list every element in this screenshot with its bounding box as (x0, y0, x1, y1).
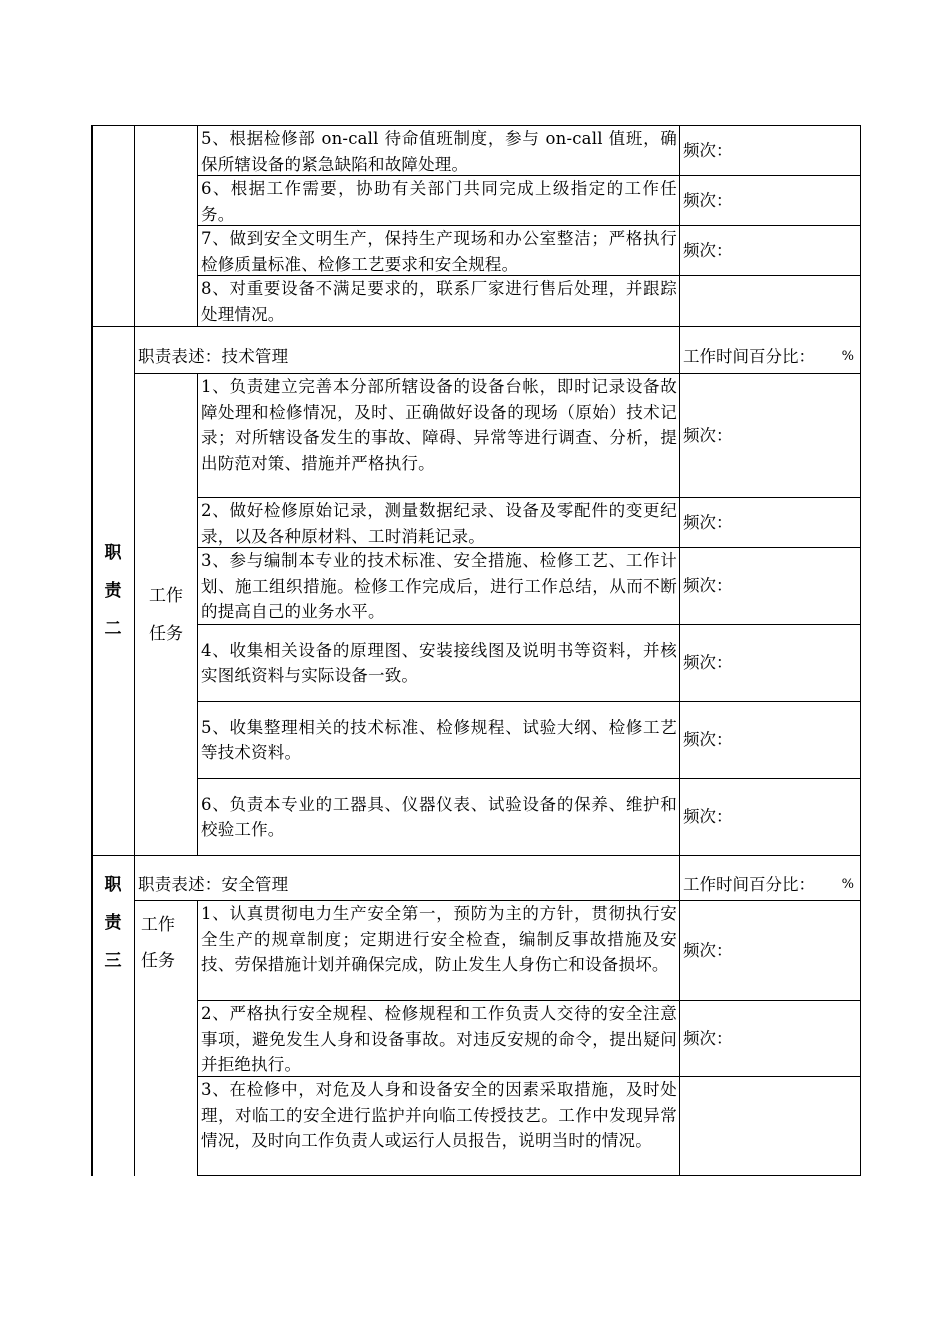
duty2-time-percent: 工作时间百分比： % (679, 326, 861, 374)
duty3-work-task-label: 工作 任务 (134, 900, 198, 1176)
duty3-label: 职 责 三 (92, 855, 135, 1176)
frequency-cell: 频次： (679, 373, 861, 498)
task-cell: 8、对重要设备不满足要求的，联系厂家进行售后处理，并跟踪处理情况。 (197, 275, 680, 327)
duty3-time-percent: 工作时间百分比： % (679, 855, 861, 901)
task-cell: 3、在检修中，对危及人身和设备安全的因素采取措施，及时处理，对临工的安全进行监护并向临工传授技艺。工作中发现异常情况，及时向工作负责人或运行人员报告，说明当时的情况。 (197, 1076, 680, 1176)
task-cell: 1、负责建立完善本分部所辖设备的设备台帐，即时记录设备故障处理和检修情况，及时、正确做好设备的现场（原始）技术记录；对所辖设备发生的事故、障碍、异常等进行调查、分析，提出防范对策、措施并严格执行。 (197, 373, 680, 498)
task-cell: 2、严格执行安全规程、检修规程和工作负责人交待的安全注意事项，避免发生人身和设备事故。对违反安规的命令，提出疑问并拒绝执行。 (197, 1000, 680, 1077)
duty2-label: 职 责 二 (92, 326, 135, 856)
frequency-cell: 频次： (679, 125, 861, 176)
duty1-label-cell (92, 125, 135, 327)
frequency-cell: 频次： (679, 225, 861, 276)
frequency-cell: 频次： (679, 624, 861, 702)
task-cell: 2、做好检修原始记录，测量数据纪录、设备及零配件的变更纪录，以及各种原材料、工时消耗记录。 (197, 497, 680, 548)
frequency-cell: 频次： (679, 900, 861, 1001)
frequency-cell: 频次： (679, 1000, 861, 1077)
frequency-cell-empty (679, 275, 861, 327)
task-cell: 1、认真贯彻电力生产安全第一，预防为主的方针，贯彻执行安全生产的规章制度；定期进行安全检查，编制反事故措施及安技、劳保措施计划并确保完成，防止发生人身伤亡和设备损坏。 (197, 900, 680, 1001)
duty2-description: 职责表述：技术管理 (134, 326, 680, 374)
task-cell: 5、根据检修部 on-call 待命值班制度，参与 on-call 值班，确保所辖设备的紧急缺陷和故障处理。 (197, 125, 680, 176)
frequency-cell-empty (679, 1076, 861, 1176)
task-cell: 3、参与编制本专业的技术标准、安全措施、检修工艺、工作计划、施工组织措施。检修工作完成后，进行工作总结，从而不断的提高自己的业务水平。 (197, 547, 680, 625)
frequency-cell: 频次： (679, 778, 861, 856)
duty2-work-task-label: 工作 任务 (134, 373, 198, 856)
task-cell: 7、做到安全文明生产，保持生产现场和办公室整洁；严格执行检修质量标准、检修工艺要求和安全规程。 (197, 225, 680, 276)
frequency-cell: 频次： (679, 497, 861, 548)
frequency-cell: 频次： (679, 175, 861, 226)
frequency-cell: 频次： (679, 701, 861, 779)
frequency-cell: 频次： (679, 547, 861, 625)
duty1-work-cell (134, 125, 198, 327)
task-cell: 6、负责本专业的工器具、仪器仪表、试验设备的保养、维护和校验工作。 (197, 778, 680, 856)
task-cell: 5、收集整理相关的技术标准、检修规程、试验大纲、检修工艺等技术资料。 (197, 701, 680, 779)
task-cell: 4、收集相关设备的原理图、安装接线图及说明书等资料，并核实图纸资料与实际设备一致。 (197, 624, 680, 702)
task-cell: 6、根据工作需要，协助有关部门共同完成上级指定的工作任务。 (197, 175, 680, 226)
duty3-description: 职责表述：安全管理 (134, 855, 680, 901)
